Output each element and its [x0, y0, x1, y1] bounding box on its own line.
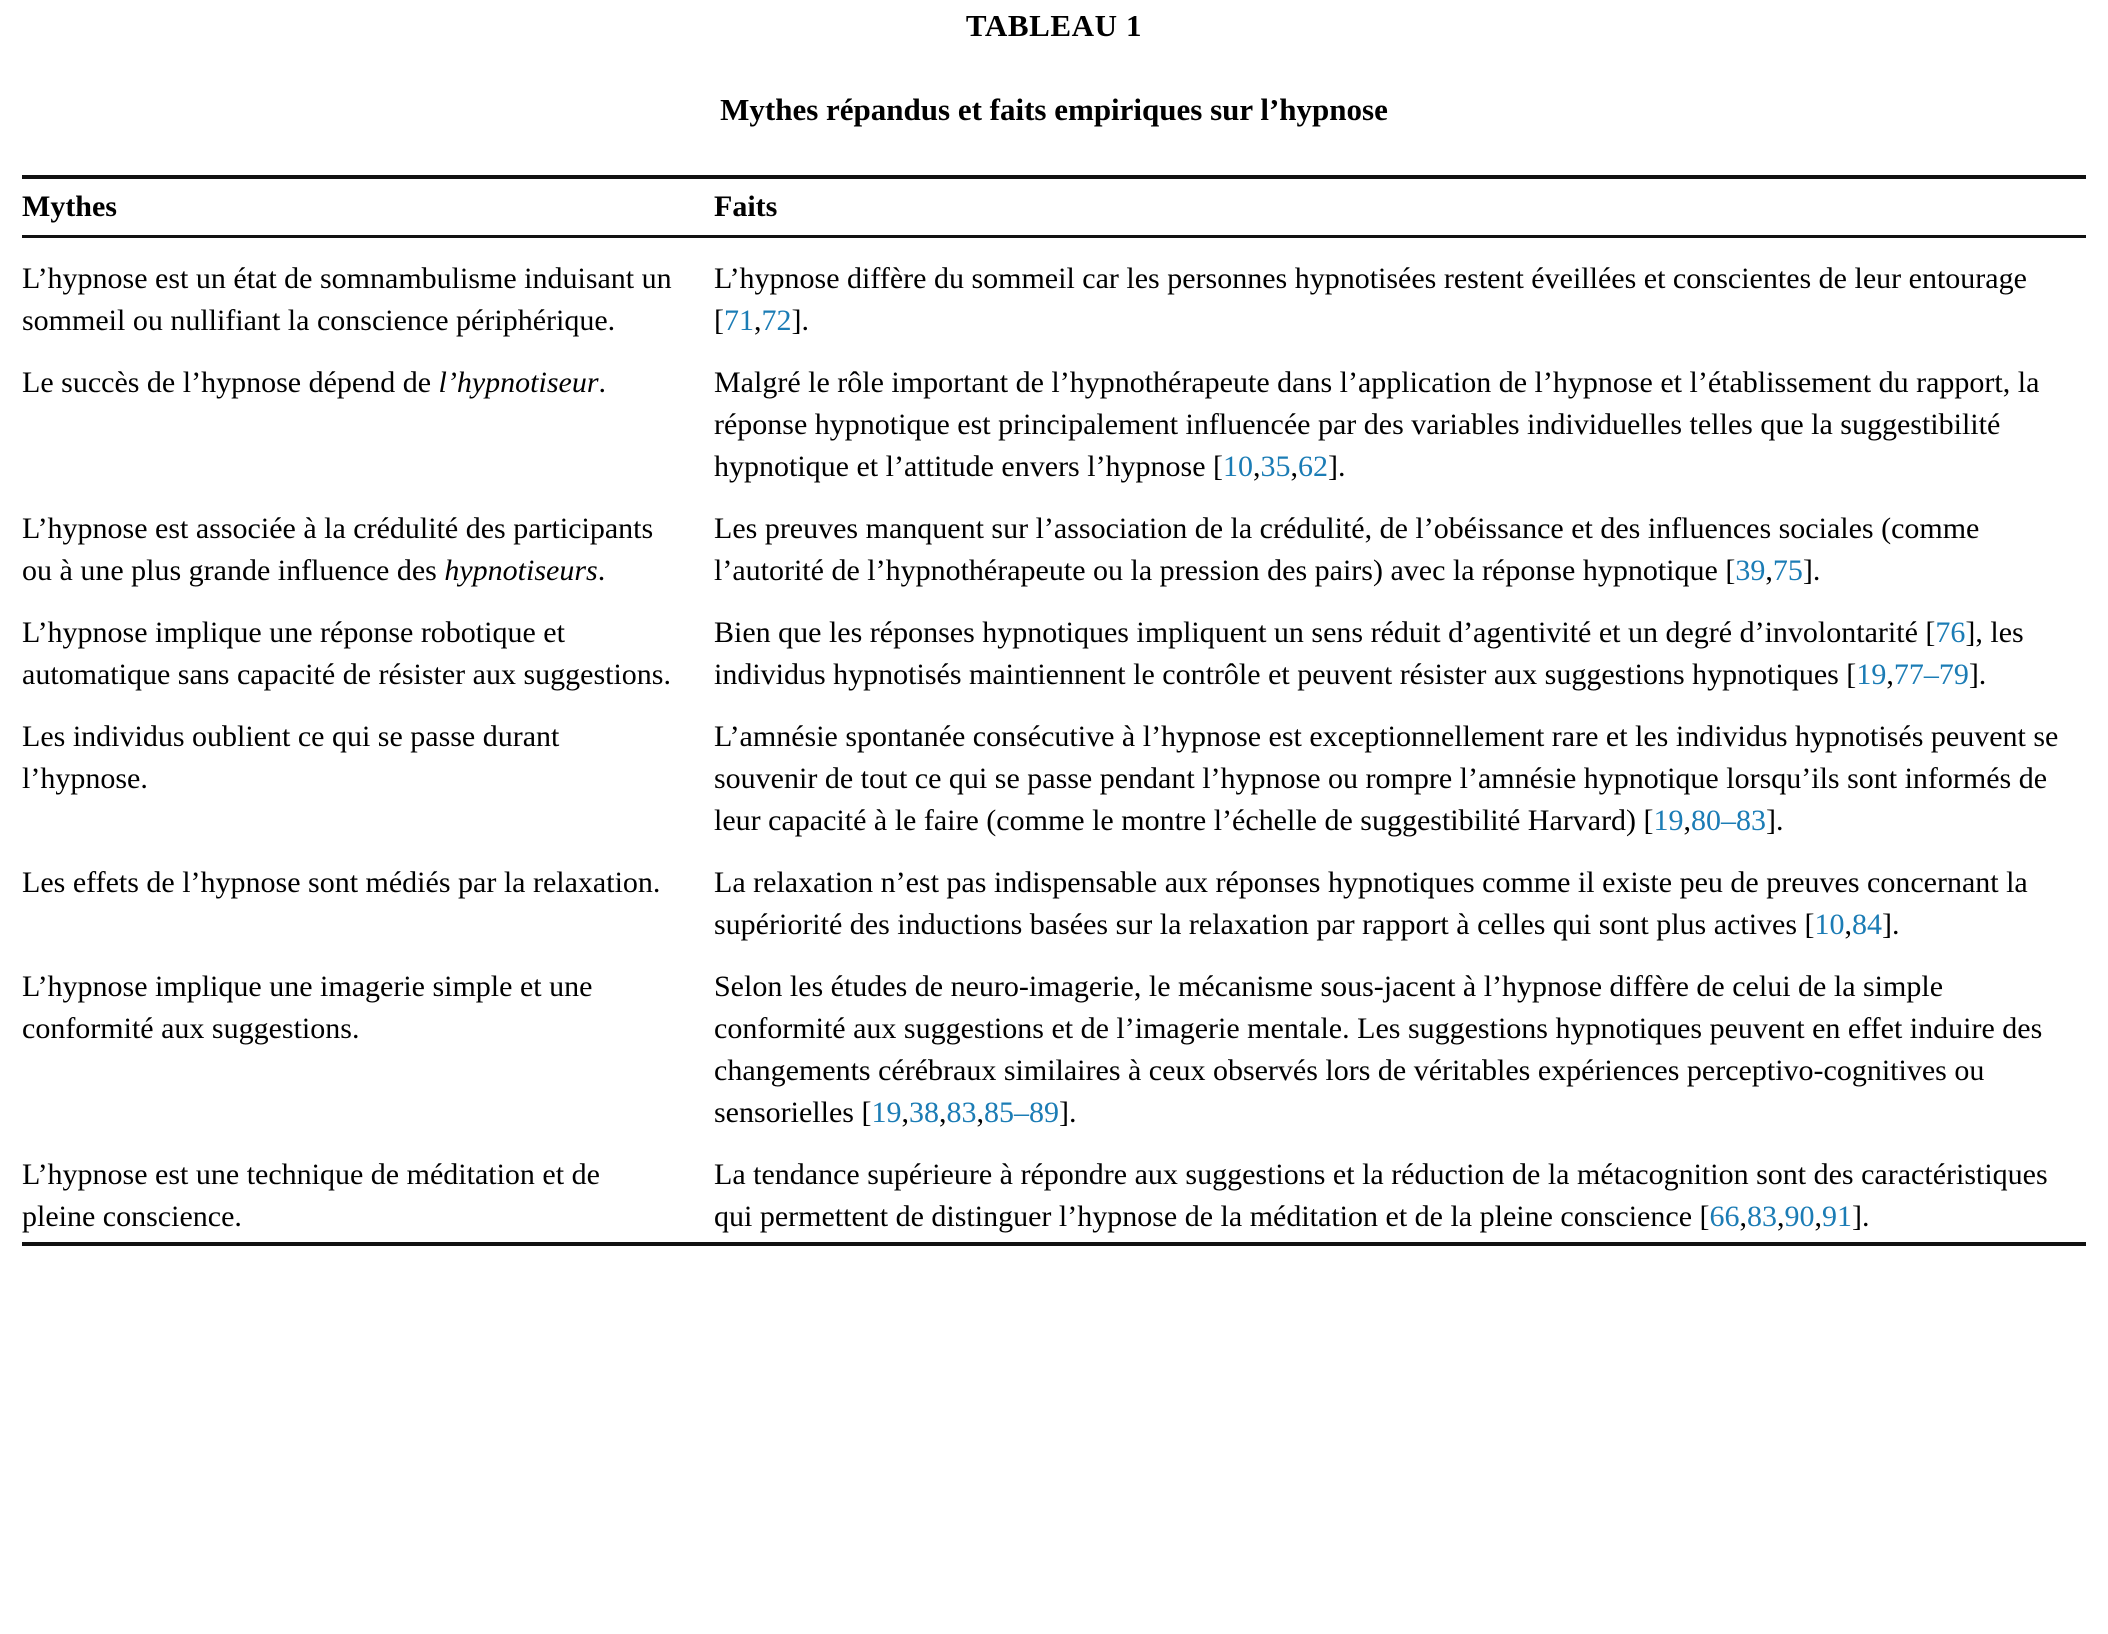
citation-link[interactable]: 66 — [1709, 1200, 1740, 1234]
citation-link[interactable]: 39 — [1735, 554, 1766, 588]
table-row — [22, 596, 2086, 700]
fact-cell: La tendance supérieure à répondre aux suggestions et la réduction de la métacognition sont des caractéristiques qui permettent de distinguer l’hypnose de la méditation et de la pleine conscience [66,83,90,91]. — [714, 1158, 2048, 1234]
table-row — [22, 237, 2086, 347]
fact-cell: L’amnésie spontanée consécutive à l’hypnose est exceptionnellement rare et les individus hypnotisés peuvent se souvenir de tout ce qui se passe pendant l’hypnose ou rompre l’amnésie hypnotique lorsqu’ils sont informés de leur capacité à le faire (comme le montre l’échelle de suggestibilité Harvard) [19,80–83]. — [714, 720, 2059, 838]
citation-link[interactable]: 83 — [946, 1096, 977, 1130]
table-row — [22, 1138, 2086, 1244]
citation-link[interactable]: 19 — [871, 1096, 902, 1130]
citation-link[interactable]: 19 — [1653, 804, 1684, 838]
myth-cell: L’hypnose est un état de somnambulisme induisant un sommeil ou nullifiant la conscience périphérique. — [22, 262, 672, 338]
column-header-mythes: Mythes — [22, 177, 706, 237]
table-row — [22, 700, 2086, 846]
fact-cell: Selon les études de neuro-imagerie, le mécanisme sous-jacent à l’hypnose diffère de celui de la simple conformité aux suggestions et de l’imagerie mentale. Les suggestions hypnotiques peuvent en effet induire des changements cérébraux similaires à ceux observés lors de véritables expériences perceptivo-cognitives ou sensorielles [19,38,83,85–89]. — [714, 970, 2043, 1130]
column-header-faits: Faits — [706, 177, 2086, 237]
citation-link[interactable]: 84 — [1852, 908, 1883, 942]
fact-cell: Bien que les réponses hypnotiques impliquent un sens réduit d’agentivité et un degré d’involontarité [76], les individus hypnotisés maintiennent le contrôle et peuvent résister aux suggestions hypnotiques [19,77–79]. — [714, 616, 2024, 692]
table-bottom-rule-cell — [22, 1244, 2086, 1246]
myth-cell: Les effets de l’hypnose sont médiés par la relaxation. — [22, 866, 661, 900]
citation-link[interactable]: 80–83 — [1691, 804, 1767, 838]
fact-cell: L’hypnose diffère du sommeil car les personnes hypnotisées restent éveillées et conscientes de leur entourage [71,72]. — [714, 262, 2027, 338]
citation-link[interactable]: 71 — [724, 304, 754, 338]
fact-cell: Les preuves manquent sur l’association de la crédulité, de l’obéissance et des influences sociales (comme l’autorité de l’hypnothérapeute ou la pression des pairs) avec la réponse hypnotique [39,75]. — [714, 512, 1980, 588]
myth-cell: L’hypnose implique une imagerie simple et une conformité aux suggestions. — [22, 970, 593, 1046]
emphasis-text: l’hypnotiseur — [438, 366, 599, 400]
table-row — [22, 846, 2086, 950]
citation-link[interactable]: 19 — [1856, 658, 1887, 692]
citation-link[interactable]: 72 — [761, 304, 792, 338]
header-row — [22, 177, 2086, 237]
myth-cell: L’hypnose est une technique de méditation et de pleine conscience. — [22, 1158, 600, 1234]
citation-link[interactable]: 76 — [1935, 616, 1966, 650]
citation-link[interactable]: 90 — [1784, 1200, 1815, 1234]
citation-link[interactable]: 38 — [908, 1096, 939, 1130]
table-bottom-rule — [22, 1244, 2086, 1246]
fact-cell: Malgré le rôle important de l’hypnothérapeute dans l’application de l’hypnose et l’établissement du rapport, la réponse hypnotique est principalement influencée par des variables individuelles telles que la suggestibilité hypnotique et l’attitude envers l’hypnose [10,35,62]. — [714, 366, 2040, 484]
table-caption: Mythes répandus et faits empiriques sur l’hypnose — [720, 91, 1388, 127]
citation-link[interactable]: 10 — [1814, 908, 1845, 942]
table-row — [22, 950, 2086, 1138]
myth-cell: Les individus oublient ce qui se passe durant l’hypnose. — [22, 720, 560, 796]
table-row — [22, 492, 2086, 596]
citation-link[interactable]: 85–89 — [983, 1096, 1059, 1130]
myth-cell: L’hypnose implique une réponse robotique et automatique sans capacité de résister aux suggestions. — [22, 616, 671, 692]
myth-cell: Le succès de l’hypnose dépend de l’hypnotiseur. — [22, 366, 606, 400]
emphasis-text: hypnotiseurs — [444, 554, 598, 588]
myth-cell: L’hypnose est associée à la crédulité des participants ou à une plus grande influence des hypnotiseurs. — [22, 512, 654, 588]
citation-link[interactable]: 77–79 — [1893, 658, 1969, 692]
citation-link[interactable]: 10 — [1223, 450, 1254, 484]
table-body — [22, 237, 2086, 1247]
citation-link[interactable]: 91 — [1822, 1200, 1852, 1234]
fact-cell: La relaxation n’est pas indispensable aux réponses hypnotiques comme il existe peu de preuves concernant la supériorité des inductions basées sur la relaxation par rapport à celles qui sont plus actives [10,84]. — [714, 866, 2028, 942]
table-row — [22, 346, 2086, 492]
table-header — [22, 177, 2086, 237]
table-label: TABLEAU 1 — [965, 8, 1143, 43]
citation-link[interactable]: 35 — [1260, 450, 1291, 484]
citation-link[interactable]: 75 — [1772, 554, 1803, 588]
myths-facts-table — [22, 175, 2086, 1246]
citation-link[interactable]: 62 — [1298, 450, 1329, 484]
citation-link[interactable]: 83 — [1747, 1200, 1777, 1234]
